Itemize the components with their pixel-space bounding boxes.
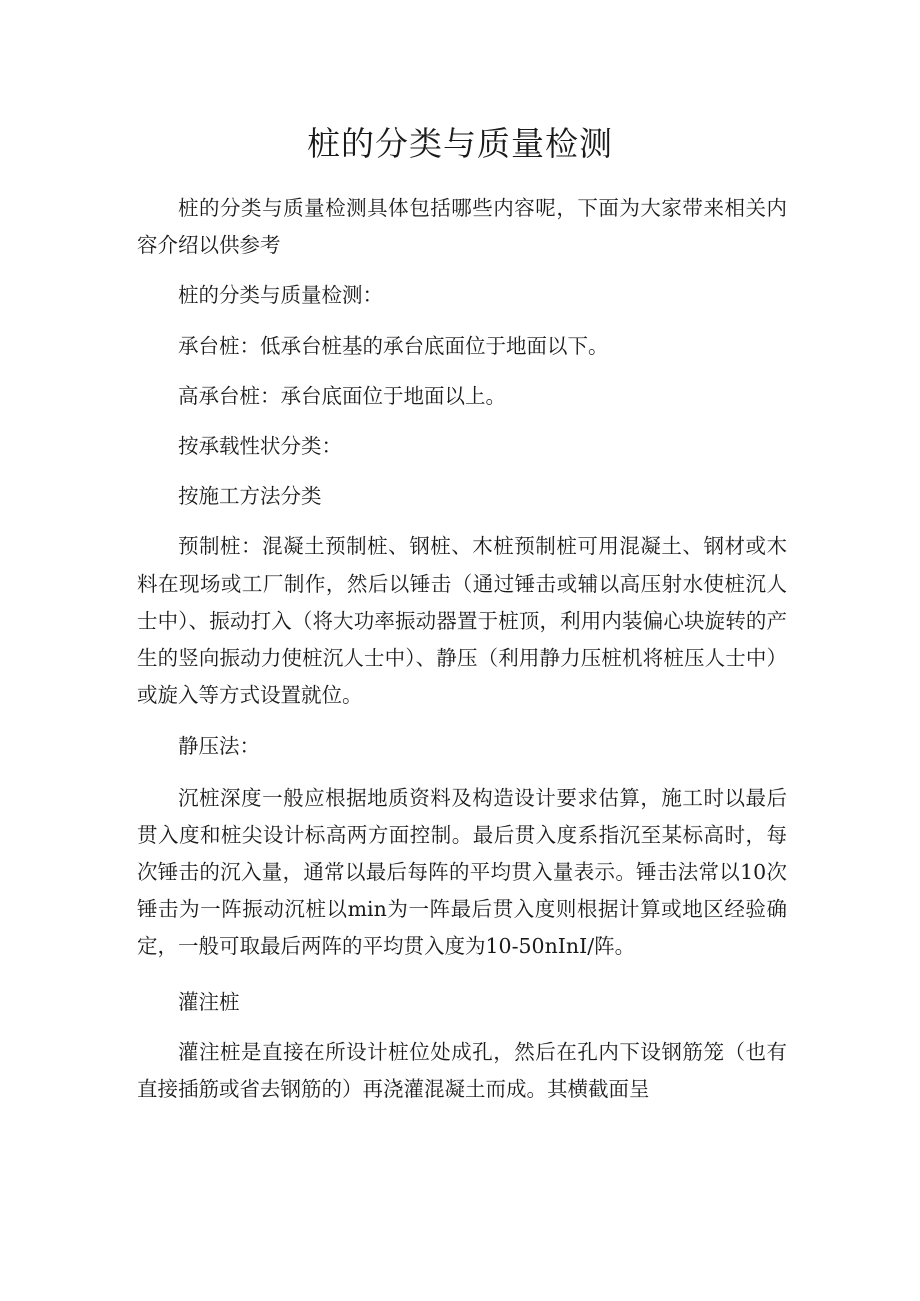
section-heading-classification: 桩的分类与质量检测： — [178, 283, 383, 308]
document-body — [137, 190, 787, 1108]
paragraph-high-cap-pile: 高承台桩：承台底面位于地面以上。 — [178, 383, 506, 408]
heading-cast-in-place-pile: 灌注桩 — [178, 989, 240, 1014]
paragraph-precast-pile: 预制桩：混凝土预制桩、钢桩、木桩预制桩可用混凝土、钢材或木料在现场或工厂制作，然后以锤击（通过锤击或辅以高压射水使桩沉人士中）、振动打入（将大功率振动器置于桩顶，利用内装偏心块旋转的产生的竖向振动力使桩沉人士中）、静压（利用静力压桩机将桩压人士中）或旋入等方式设置就位。 — [137, 534, 787, 708]
heading-by-bearing: 按承载性状分类： — [178, 434, 342, 459]
paragraph-pile-depth: 沉桩深度一般应根据地质资料及构造设计要求估算，施工时以最后贯入度和桩尖设计标高两方面控制。最后贯入度系指沉至某标高时，每次锤击的沉入量，通常以最后每阵的平均贯入量表示。锤击法常以10次锤击为一阵振动沉桩以min为一阵最后贯入度则根据计算或地区经验确定，一般可取最后两阵的平均贯入度为10-50nInI/阵。 — [137, 785, 787, 959]
paragraph-low-cap-pile: 承台桩：低承台桩基的承台底面位于地面以下。 — [178, 333, 609, 358]
paragraph-cast-in-place: 灌注桩是直接在所设计桩位处成孔，然后在孔内下设钢筋笼（也有直接插筋或省去钢筋的）再浇灌混凝土而成。其横截面呈 — [137, 1039, 787, 1102]
intro-paragraph: 桩的分类与质量检测具体包括哪些内容呢，下面为大家带来相关内容介绍以供参考 — [137, 196, 787, 258]
heading-static-pressure: 静压法： — [178, 734, 260, 759]
heading-by-construction: 按施工方法分类 — [178, 484, 322, 509]
document-title: 桩的分类与质量检测 — [307, 124, 613, 163]
